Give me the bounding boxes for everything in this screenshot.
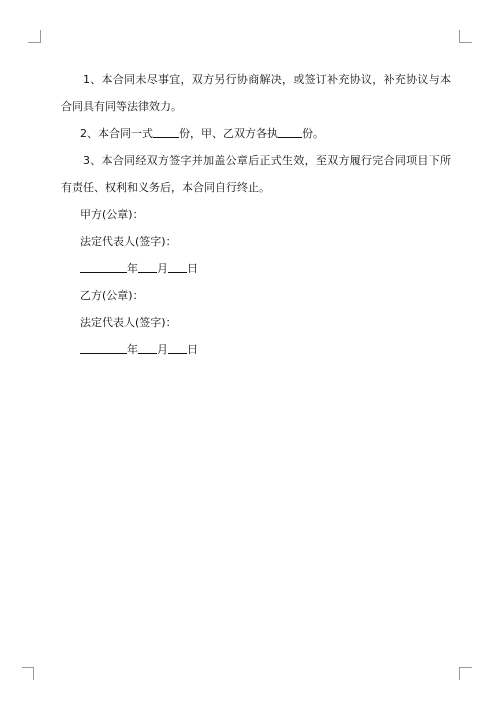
party-a-seal-label: 甲方(公章)： [80, 208, 144, 221]
clause-2 [61, 120, 451, 147]
party-a-day-blank[interactable] [168, 260, 187, 273]
contract-body [61, 66, 451, 363]
party-b-month-blank[interactable] [138, 341, 157, 354]
clause-2-suffix: 份。 [302, 127, 324, 140]
party-b-seal-label: 乙方(公章)： [80, 289, 144, 302]
clause-1: 1、本合同未尽事宜，双方另行协商解决，或签订补充协议，补充协议与本合同具有同等法律效力。 [61, 73, 451, 113]
each-copies-blank[interactable] [278, 125, 302, 138]
party-a-date [61, 255, 451, 282]
crop-mark-bottom-left [22, 667, 34, 680]
clause-3: 3、本合同经双方签字并加盖公章后正式生效，至双方履行完合同项目下所有责任、权利和义务后，本合同自行终止。 [61, 154, 451, 194]
party-b-rep-label: 法定代表人(签字)： [80, 316, 177, 329]
party-a-month-blank[interactable] [138, 260, 157, 273]
clause-2-prefix: 2、本合同一式 [80, 127, 153, 140]
party-b-date [61, 336, 451, 363]
party-a-rep-label: 法定代表人(签字)： [80, 235, 177, 248]
party-a-year-label: 年 [127, 262, 138, 275]
clause-2-middle: 份，甲、乙双方各执 [179, 127, 278, 140]
party-a-day-label: 日 [187, 262, 198, 275]
party-b-month-label: 月 [157, 343, 168, 356]
crop-mark-top-right [459, 30, 472, 43]
copies-blank[interactable] [153, 125, 179, 138]
party-b-year-blank[interactable] [80, 341, 127, 354]
party-a-year-blank[interactable] [80, 260, 127, 273]
party-a-month-label: 月 [157, 262, 168, 275]
crop-mark-top-left [28, 30, 41, 43]
party-b-day-label: 日 [187, 343, 198, 356]
party-b-year-label: 年 [127, 343, 138, 356]
crop-mark-bottom-right [459, 667, 472, 680]
party-b-day-blank[interactable] [168, 341, 187, 354]
